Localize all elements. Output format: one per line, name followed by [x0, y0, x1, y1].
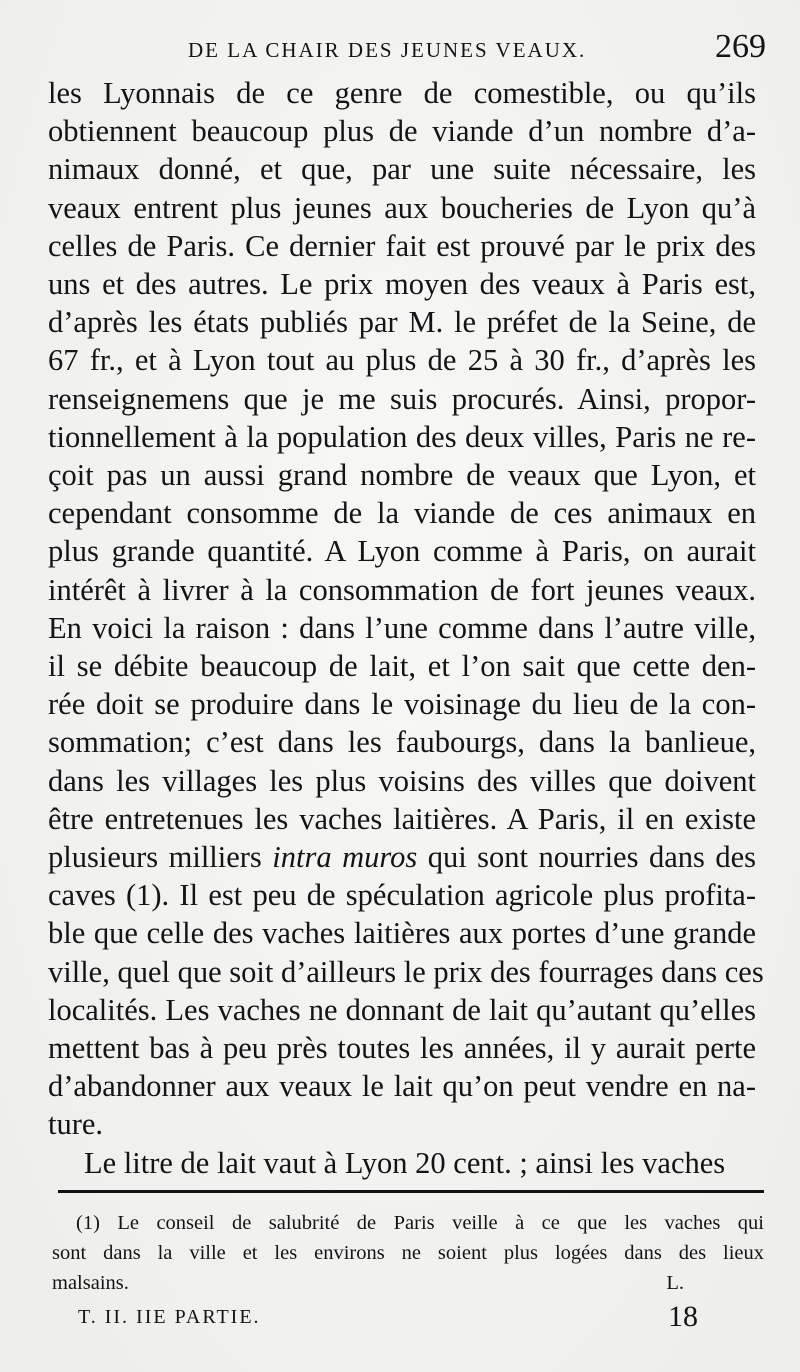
- text-line: çoit pas un aussi grand nombre de veaux que Lyon, et: [48, 458, 756, 493]
- text-line: plus grande quantité. A Lyon comme à Paris, on aurait: [48, 534, 756, 569]
- text-line: caves (1). Il est peu de spéculation agricole plus profita-: [48, 878, 756, 913]
- text-line: En voici la raison : dans l’une comme dans l’autre ville,: [48, 610, 756, 645]
- text-line: veaux entrent plus jeunes aux boucheries de Lyon qu’à: [48, 190, 756, 225]
- page-header: [48, 22, 768, 72]
- text-line: nimaux donné, et que, par une suite nécessaire, les: [48, 152, 756, 187]
- footnote-signature: L.: [666, 1272, 684, 1294]
- text-line: obtiennent beaucoup plus de viande d’un nombre d’a-: [48, 114, 756, 149]
- italic-phrase: intra muros: [272, 840, 418, 875]
- text-fragment: plusieurs milliers: [48, 840, 273, 875]
- page-number: 269: [715, 28, 766, 65]
- text-line: 67 fr., et à Lyon tout au plus de 25 à 30 fr., d’après les: [48, 343, 756, 378]
- text-line-with-italic: [48, 838, 756, 876]
- text-fragment: qui sont nourries dans des: [417, 840, 756, 875]
- paragraph-start-line: Le litre de lait vaut à Lyon 20 cent. ; ainsi les vaches: [84, 1145, 726, 1180]
- text-line: uns et des autres. Le prix moyen des veaux à Paris est,: [48, 267, 756, 302]
- footnote: [52, 1208, 764, 1298]
- text-line: localités. Les vaches ne donnant de lait qu’autant qu’elles: [48, 992, 756, 1027]
- sheet-number: 18: [668, 1300, 698, 1333]
- text-line: mettent bas à peu près toutes les années, il y aurait perte: [48, 1031, 756, 1066]
- running-title: DE LA CHAIR DES JEUNES VEAUX.: [188, 38, 587, 62]
- footnote-line: malsains.: [52, 1272, 129, 1294]
- footnote-line: (1) Le conseil de salubrité de Paris veille à ce que les vaches qui: [76, 1212, 764, 1234]
- footnote-divider: [58, 1190, 764, 1193]
- text-line: renseignemens que je me suis procurés. Ainsi, propor-: [48, 381, 756, 416]
- text-line: ble que celle des vaches laitières aux portes d’une grande: [48, 916, 756, 951]
- footnote-line: sont dans la ville et les environs ne soient plus logées dans des lieux: [52, 1242, 764, 1264]
- text-line: tionnellement à la population des deux villes, Paris ne re-: [48, 419, 756, 454]
- text-line: ville, quel que soit d’ailleurs le prix des fourrages dans ces: [48, 954, 764, 989]
- text-line: il se débite beaucoup de lait, et l’on sait que cette den-: [48, 649, 756, 684]
- text-line: les Lyonnais de ce genre de comestible, ou qu’ils: [48, 76, 756, 110]
- text-line: d’abandonner aux veaux le lait qu’on peut vendre en na-: [48, 1069, 756, 1104]
- footnote-end: [52, 1268, 764, 1298]
- text-line: rée doit se produire dans le voisinage du lieu de la con-: [48, 687, 756, 722]
- text-line: sommation; c’est dans les faubourgs, dans la banlieue,: [48, 725, 756, 760]
- text-line: cependant consomme de la viande de ces animaux en: [48, 496, 756, 531]
- text-line: ture.: [48, 1107, 104, 1142]
- text-line: d’après les états publiés par M. le préfet de la Seine, de: [48, 305, 756, 340]
- printer-signature: T. II. IIE PARTIE.: [78, 1306, 261, 1328]
- text-line: celles de Paris. Ce dernier fait est prouvé par le prix des: [48, 228, 756, 263]
- text-line: être entretenues les vaches laitières. A Paris, il en existe: [48, 801, 756, 836]
- text-line: dans les villages les plus voisins des villes que doivent: [48, 763, 756, 798]
- text-line: intérêt à livrer à la consommation de fort jeunes veaux.: [48, 572, 756, 607]
- main-text: [48, 74, 764, 1182]
